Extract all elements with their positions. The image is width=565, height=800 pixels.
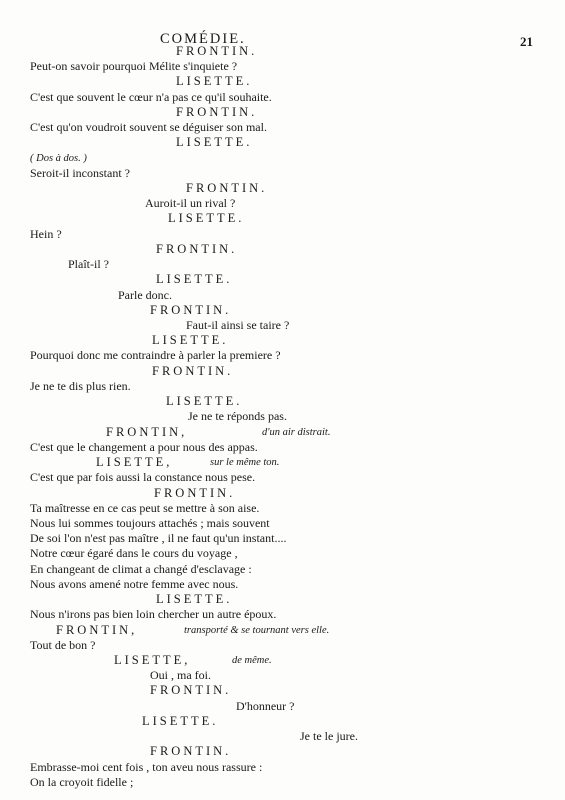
speaker-lisette: LISETTE. <box>156 592 233 607</box>
verse-line: Je te le jure. <box>300 729 358 744</box>
verse-line: Plaît-il ? <box>68 257 109 272</box>
speaker-frontin: FRONTIN. <box>150 744 232 759</box>
speaker-lisette: LISETTE. <box>156 272 233 287</box>
verse-line: Embrasse-moi cent fois , ton aveu nous rassure : <box>30 759 263 774</box>
verse-line: C'est que par fois aussi la constance nous pese. <box>30 470 256 485</box>
running-title: COMÉDIE. <box>160 31 246 47</box>
verse-line: C'est qu'on voudroit souvent se déguiser son mal. <box>30 120 267 135</box>
verse-line: Hein ? <box>30 226 62 241</box>
speaker-lisette: LISETTE. <box>168 211 245 226</box>
verse-line: Nous avons amené notre femme avec nous. <box>30 576 239 591</box>
verse-line: De soi l'on n'est pas maître , il ne faut qu'un instant.... <box>30 531 287 546</box>
speaker-frontin: FRONTIN. <box>152 363 234 378</box>
speaker-frontin: FRONTIN. <box>186 181 268 196</box>
verse-line: En changeant de climat a changé d'esclavage : <box>30 561 252 576</box>
verse-line: C'est que souvent le cœur n'a pas ce qu'il souhaite. <box>30 89 272 104</box>
verse-line: Pourquoi donc me contraindre à parler la premiere ? <box>30 348 281 363</box>
speaker-lisette: LISETTE. <box>176 74 253 89</box>
speaker-frontin: FRONTIN. <box>154 485 236 500</box>
stage-direction: sur le même ton. <box>210 457 280 469</box>
verse-line: Nous lui sommes toujours attachés ; mais souvent <box>30 515 270 530</box>
verse-line: Faut-il ainsi se taire ? <box>186 318 290 333</box>
verse-line: Nous n'irons pas bien loin chercher un autre époux. <box>30 607 277 622</box>
speaker-lisette: LISETTE. <box>152 333 229 348</box>
page-number: 21 <box>520 34 533 49</box>
speaker-lisette: LISETTE. <box>142 713 219 728</box>
speaker-frontin: FRONTIN. <box>176 44 258 58</box>
speaker-lisette: LISETTE. <box>166 394 243 409</box>
speaker-frontin: FRONTIN, <box>56 622 138 637</box>
stage-direction: de même. <box>232 654 272 666</box>
stage-direction: ( Dos à dos. ) <box>30 152 87 164</box>
verse-line: Notre cœur égaré dans le cours du voyage , <box>30 546 238 561</box>
verse-line: Tout de bon ? <box>30 637 96 652</box>
verse-line: On la croyoit fidelle ; <box>30 774 134 789</box>
verse-line: Parle donc. <box>118 287 172 302</box>
verse-line: Je ne te réponds pas. <box>188 409 287 424</box>
verse-line: Ta maîtresse en ce cas peut se mettre à son aise. <box>30 500 260 515</box>
speaker-frontin: FRONTIN. <box>176 104 258 119</box>
speaker-frontin: FRONTIN, <box>106 424 188 439</box>
stage-direction: transporté & se tournant vers elle. <box>184 624 330 636</box>
verse-line: Auroit-il un rival ? <box>145 196 236 211</box>
verse-line: Oui , ma foi. <box>150 668 211 683</box>
stage-direction: d'un air distrait. <box>262 426 331 438</box>
speaker-lisette: LISETTE, <box>96 455 173 470</box>
verse-line: Je ne te dis plus rien. <box>30 378 131 393</box>
speaker-frontin: FRONTIN. <box>150 683 232 698</box>
speaker-lisette: LISETTE. <box>176 135 253 150</box>
verse-line: Seroit-il inconstant ? <box>30 165 130 180</box>
verse-line: Peut-on savoir pourquoi Mélite s'inquiete ? <box>30 59 238 74</box>
speaker-frontin: FRONTIN. <box>150 302 232 317</box>
verse-line: C'est que le changement a pour nous des appas. <box>30 439 258 454</box>
verse-line: D'honneur ? <box>236 698 295 713</box>
speaker-lisette: LISETTE, <box>114 652 191 667</box>
speaker-frontin: FRONTIN. <box>156 241 238 256</box>
